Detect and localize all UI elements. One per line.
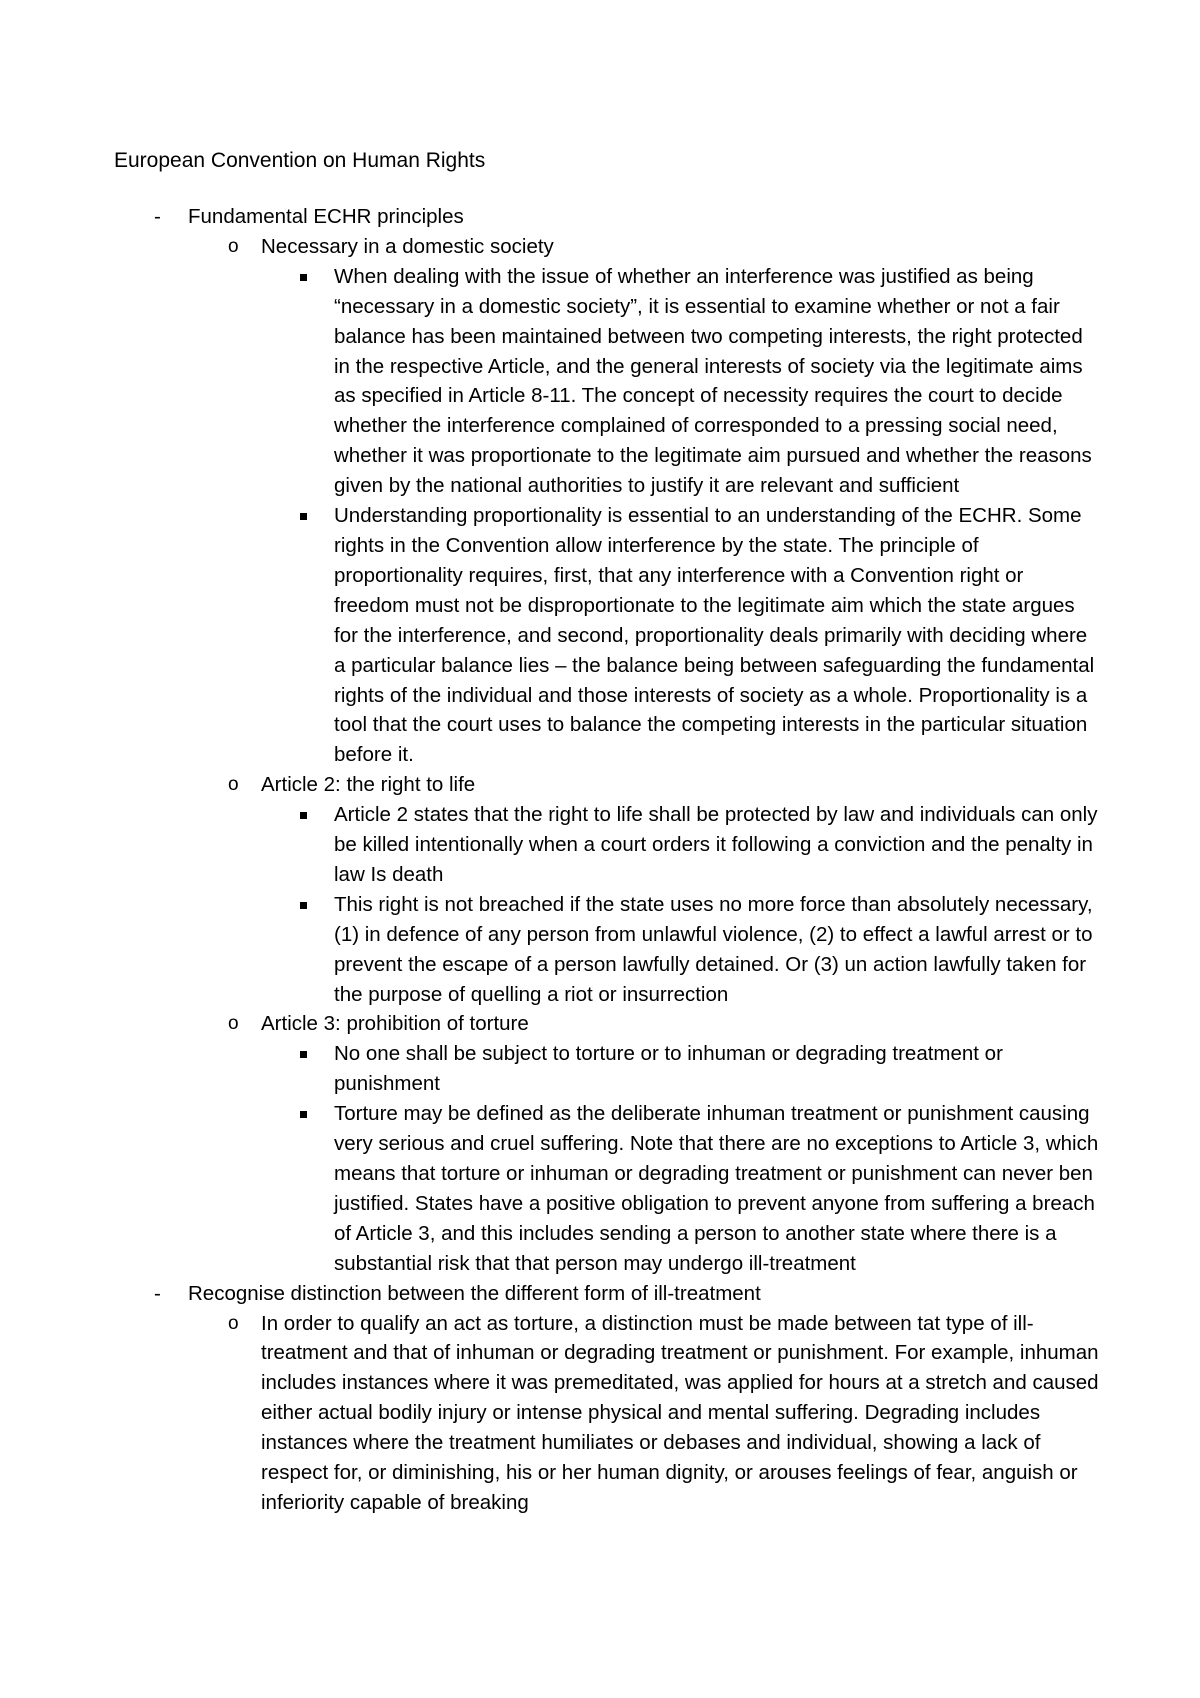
subsection-paragraph bbox=[0, 1309, 1099, 1518]
square-bullet-icon bbox=[300, 812, 307, 819]
square-bullet-icon bbox=[300, 513, 307, 520]
document-title: European Convention on Human Rights bbox=[114, 149, 486, 172]
circle-bullet: o bbox=[228, 774, 239, 796]
list-item-text: Torture may be defined as the deliberate inhuman treatment or punishment causing very serious and cruel suffering. Note that there are no exceptions to Article 3, which means that torture or inhuman or degrading treatment or punishment can never ben justified. States have a positive obligation to prevent anyone from suffering a breach of Article 3, and this includes sending a person to another state where there is a substantial risk that that person may undergo ill-treatment bbox=[334, 1102, 1099, 1275]
subsection-heading-text: Necessary in a domestic society bbox=[261, 234, 554, 258]
list-item-text: Article 2 states that the right to life shall be protected by law and individuals can only be killed intentionally when a court orders it following a conviction and the penalty in law Is death bbox=[334, 803, 1098, 886]
list-item bbox=[0, 1099, 1100, 1278]
list-item bbox=[0, 1039, 1100, 1099]
square-bullet-icon bbox=[300, 902, 307, 909]
subsection-heading bbox=[0, 770, 1099, 800]
dash-bullet: - bbox=[154, 205, 161, 228]
circle-bullet: o bbox=[228, 1312, 239, 1334]
section-heading-text: Fundamental ECHR principles bbox=[188, 205, 464, 228]
subsection-heading-text: Article 2: the right to life bbox=[261, 773, 476, 797]
section-heading-text: Recognise distinction between the different form of ill-treatment bbox=[188, 1281, 761, 1305]
section-heading bbox=[0, 202, 1088, 232]
square-bullet-icon bbox=[300, 274, 307, 281]
square-bullet-icon bbox=[300, 1111, 307, 1118]
subsection-heading-text: Article 3: prohibition of torture bbox=[261, 1012, 529, 1036]
document-body bbox=[0, 202, 1200, 1518]
list-item-text: Understanding proportionality is essential to an understanding of the ECHR. Some rights in the Convention allow interference by the state. The principle of proportionality requires, first, that any interference with a Convention right or freedom must not be disproportionate to the legitimate aim which the state argues for the interference, and second, proportionality deals primarily with deciding where a particular balance lies – the balance being between safeguarding the fundamental rights of the individual and those interests of society as a whole. Proportionality is a tool that the court uses to balance the competing interests in the particular situation before it. bbox=[334, 504, 1095, 767]
subsection-heading bbox=[0, 1009, 1099, 1039]
subsection-paragraph-text: In order to qualify an act as torture, a distinction must be made between tat type of ill-treatment and that of inhuman or degrading treatment or punishment. For example, inhuman includes instances where it was premeditated, was applied for hours at a stretch and caused either actual bodily injury or intense physical and mental suffering. Degrading includes instances where the treatment humiliates or debases and individual, showing a lack of respect for, or diminishing, his or her human dignity, or arouses feelings of fear, anguish or inferiority capable of breaking bbox=[261, 1311, 1099, 1514]
circle-bullet: o bbox=[228, 1013, 239, 1035]
list-item-text: When dealing with the issue of whether an interference was justified as being “necessary in a domestic society”, it is essential to examine whether or not a fair balance has been maintained between two competing interests, the right protected in the respective Article, and the general interests of society via the legitimate aims as specified in Article 8-11. The concept of necessity requires the court to decide whether the interference complained of corresponded to a pressing social need, whether it was proportionate to the legitimate aim pursued and whether the reasons given by the national authorities to justify it are relevant and sufficient bbox=[334, 264, 1092, 498]
list-item bbox=[0, 800, 1100, 890]
list-item bbox=[0, 501, 1100, 770]
subsection-heading bbox=[0, 232, 1099, 262]
list-item bbox=[0, 890, 1100, 1010]
list-item-text: This right is not breached if the state uses no more force than absolutely necessary, (1) in defence of any person from unlawful violence, (2) to effect a lawful arrest or to prevent the escape of a person lawfully detained. Or (3) un action lawfully taken for the purpose of quelling a riot or insurrection bbox=[334, 892, 1093, 1006]
list-item bbox=[0, 262, 1100, 501]
dash-bullet: - bbox=[154, 1281, 161, 1305]
section-heading bbox=[0, 1279, 1088, 1309]
list-item-text: No one shall be subject to torture or to inhuman or degrading treatment or punishment bbox=[334, 1042, 1003, 1096]
square-bullet-icon bbox=[300, 1051, 307, 1058]
circle-bullet: o bbox=[228, 235, 239, 257]
